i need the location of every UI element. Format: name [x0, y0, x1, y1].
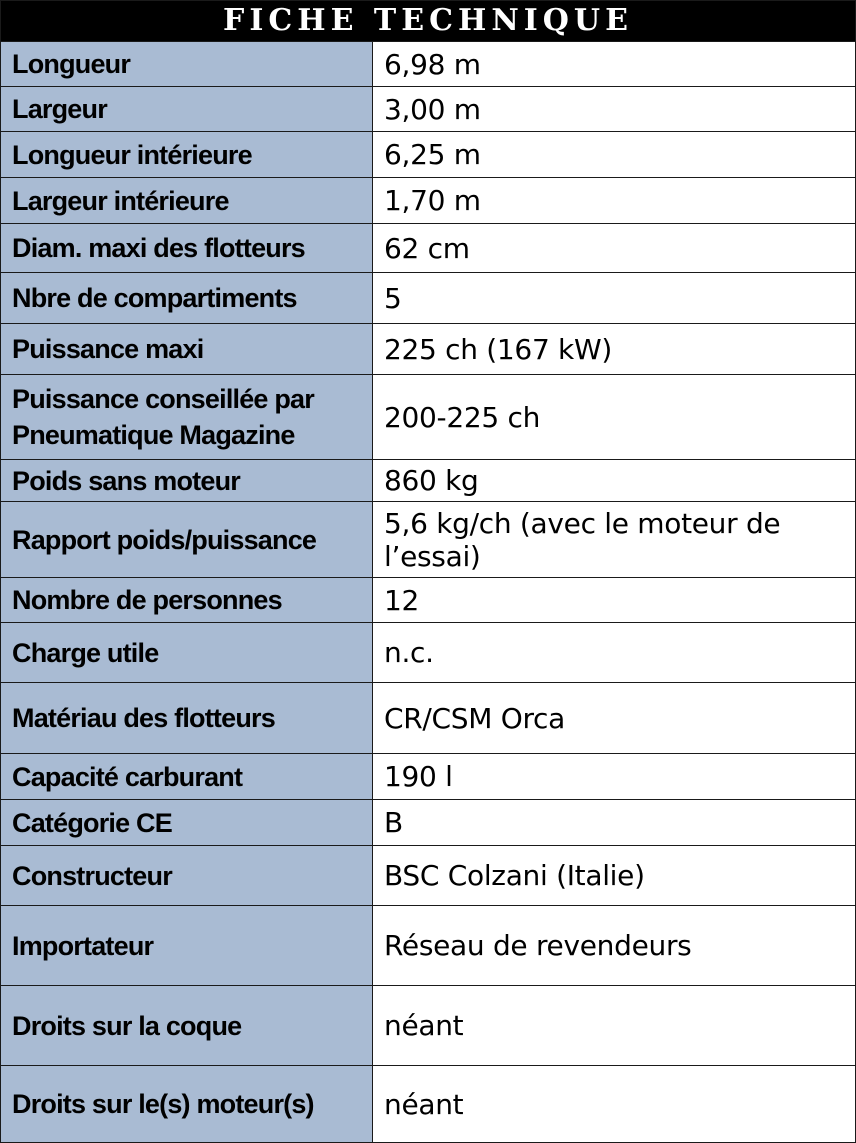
spec-value: 5,6 kg/ch (avec le moteur de l’essai) — [373, 502, 855, 577]
spec-row — [1, 501, 855, 577]
spec-value: néant — [373, 1066, 855, 1142]
spec-row — [1, 272, 855, 323]
spec-row — [1, 682, 855, 753]
spec-label: Diam. maxi des flotteurs — [1, 224, 373, 272]
spec-value: néant — [373, 986, 855, 1065]
spec-label: Longueur — [1, 42, 373, 86]
spec-value: n.c. — [373, 623, 855, 682]
spec-label: Droits sur le(s) moteur(s) — [1, 1066, 373, 1142]
spec-value: 3,00 m — [373, 87, 855, 131]
spec-label: Matériau des flotteurs — [1, 683, 373, 753]
spec-label: Poids sans moteur — [1, 460, 373, 501]
spec-value: CR/CSM Orca — [373, 683, 855, 753]
spec-row — [1, 799, 855, 845]
spec-row — [1, 323, 855, 374]
spec-row — [1, 374, 855, 459]
spec-label: Puissance conseillée par Pneumatique Magazine — [1, 375, 373, 459]
spec-value: 225 ch (167 kW) — [373, 324, 855, 374]
spec-label: Largeur — [1, 87, 373, 131]
spec-row — [1, 985, 855, 1065]
spec-label: Largeur intérieure — [1, 178, 373, 223]
spec-label: Catégorie CE — [1, 800, 373, 845]
spec-value: 190 l — [373, 754, 855, 799]
spec-label: Nombre de personnes — [1, 578, 373, 622]
spec-value: 860 kg — [373, 460, 855, 501]
sheet-title: FICHE TECHNIQUE — [1, 1, 855, 41]
spec-label: Droits sur la coque — [1, 986, 373, 1065]
spec-value: 12 — [373, 578, 855, 622]
spec-value: 6,25 m — [373, 132, 855, 177]
spec-label: Nbre de compartiments — [1, 273, 373, 323]
spec-label: Longueur intérieure — [1, 132, 373, 177]
spec-label: Constructeur — [1, 846, 373, 905]
spec-row — [1, 223, 855, 272]
spec-value: 6,98 m — [373, 42, 855, 86]
spec-row — [1, 577, 855, 622]
spec-row — [1, 131, 855, 177]
spec-label: Puissance maxi — [1, 324, 373, 374]
spec-row — [1, 845, 855, 905]
spec-value: 1,70 m — [373, 178, 855, 223]
spec-label: Importateur — [1, 906, 373, 985]
spec-value: Réseau de revendeurs — [373, 906, 855, 985]
spec-row — [1, 622, 855, 682]
spec-label: Charge utile — [1, 623, 373, 682]
spec-label: Capacité carburant — [1, 754, 373, 799]
spec-row — [1, 41, 855, 86]
spec-row — [1, 177, 855, 223]
spec-value: 200-225 ch — [373, 375, 855, 459]
spec-row — [1, 753, 855, 799]
spec-value: 62 cm — [373, 224, 855, 272]
spec-row — [1, 86, 855, 131]
spec-row — [1, 905, 855, 985]
spec-value: 5 — [373, 273, 855, 323]
spec-row — [1, 459, 855, 501]
spec-label: Rapport poids/puissance — [1, 502, 373, 577]
spec-value: B — [373, 800, 855, 845]
spec-value: BSC Colzani (Italie) — [373, 846, 855, 905]
spec-row — [1, 1065, 855, 1142]
